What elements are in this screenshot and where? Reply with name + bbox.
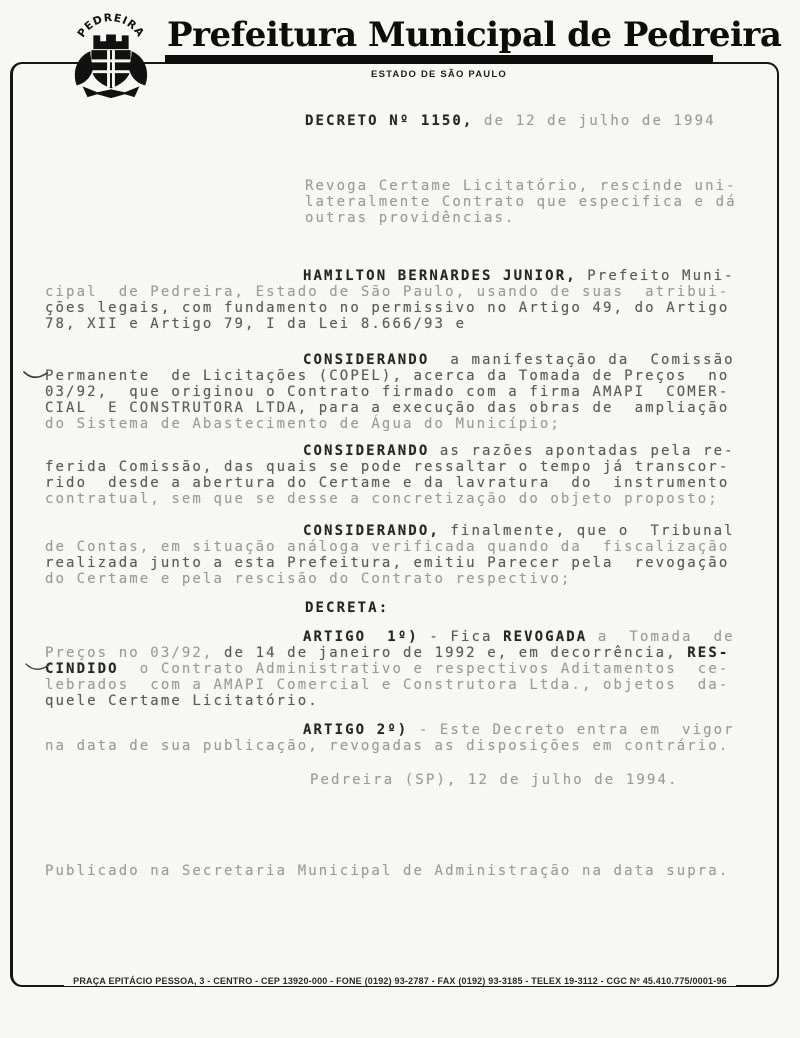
document-line bbox=[45, 459, 755, 475]
text-segment: REVOGADA bbox=[503, 629, 588, 645]
block-title bbox=[305, 113, 755, 129]
block-summary bbox=[305, 178, 755, 226]
document-line bbox=[45, 491, 755, 507]
document-line bbox=[305, 600, 755, 616]
text-segment: DECRETO Nº 1150, bbox=[305, 113, 474, 129]
document-line bbox=[305, 178, 755, 194]
crest-arched-text: PEDREIRA bbox=[74, 10, 148, 40]
text-segment: lebrados com a AMAPI Comercial e Construtora Ltda., objetos da- bbox=[45, 677, 730, 693]
document-line bbox=[305, 194, 755, 210]
text-segment: 03/92, que originou o Contrato firmado com a firma AMAPI COMER- bbox=[45, 384, 730, 400]
text-segment: ARTIGO 2º) bbox=[303, 722, 409, 738]
block-decreta bbox=[305, 600, 755, 616]
document-line bbox=[45, 268, 755, 284]
letterhead-subtitle: ESTADO DE SÃO PAULO bbox=[371, 69, 507, 80]
text-segment: de 14 de janeiro de 1992 e, em decorrência, bbox=[224, 645, 688, 661]
text-segment: Preços no 03/92, bbox=[45, 645, 224, 661]
text-segment: CONSIDERANDO, bbox=[303, 523, 440, 539]
footer-address: PRAÇA EPITÁCIO PESSOA, 3 - CENTRO - CEP 13920-000 - FONE (0192) 93-2787 - FAX (0192) 93-3185 - TELEX 19-3112 - CGC Nº 45.410.775/0001-96 bbox=[64, 976, 736, 986]
text-segment: HAMILTON BERNARDES JUNIOR, bbox=[303, 268, 577, 284]
text-segment: do Certame e pela rescisão do Contrato respectivo; bbox=[45, 571, 572, 587]
text-segment: cipal de Pedreira, Estado de São Paulo, usando de suas atribui- bbox=[45, 284, 730, 300]
document-line bbox=[45, 693, 755, 709]
document-line bbox=[45, 300, 755, 316]
text-segment: - Este Decreto entra em vigor bbox=[408, 722, 735, 738]
text-segment: do Sistema de Abastecimento de Água do Município; bbox=[45, 416, 561, 432]
document-line bbox=[45, 352, 755, 368]
document-line bbox=[45, 368, 755, 384]
block-artigo-1 bbox=[45, 629, 755, 709]
block-artigo-2 bbox=[45, 722, 755, 754]
text-segment: CONSIDERANDO bbox=[303, 443, 430, 459]
text-segment: de Contas, em situação análoga verificada quando da fiscalização bbox=[45, 539, 730, 555]
document-line bbox=[45, 645, 755, 661]
text-segment: realizada junto a esta Prefeitura, emitiu Parecer pela revogação bbox=[45, 555, 730, 571]
block-dateline bbox=[310, 772, 755, 788]
document-line bbox=[305, 113, 755, 129]
text-segment: - Fica bbox=[418, 629, 504, 645]
text-segment: DECRETA: bbox=[305, 600, 390, 616]
text-segment: quele Certame Licitatório. bbox=[45, 693, 319, 709]
document-line bbox=[45, 416, 755, 432]
text-segment: na data de sua publicação, revogadas as disposições em contrário. bbox=[45, 738, 730, 754]
document-body bbox=[45, 0, 782, 879]
text-segment: rido desde a abertura do Certame e da lavratura do instrumento bbox=[45, 475, 730, 491]
block-considerando-2 bbox=[45, 443, 755, 507]
text-segment: Revoga Certame Licitatório, rescinde uni- bbox=[305, 178, 737, 194]
document-line bbox=[45, 661, 755, 677]
text-segment: o Contrato Administrativo e respectivos Aditamentos ce- bbox=[118, 661, 730, 677]
document-line bbox=[45, 316, 755, 332]
document-line bbox=[45, 677, 755, 693]
text-segment: a Tomada de bbox=[587, 629, 735, 645]
document-line bbox=[45, 539, 755, 555]
document-line bbox=[45, 738, 755, 754]
text-segment: CIAL E CONSTRUTORA LTDA, para a execução das obras de ampliação bbox=[45, 400, 730, 416]
text-segment: Pedreira (SP), 12 de julho de 1994. bbox=[310, 772, 679, 788]
text-segment: ferida Comissão, das quais se pode ressaltar o tempo já transcor- bbox=[45, 459, 730, 475]
document-line bbox=[45, 722, 755, 738]
letterhead-title: Prefeitura Municipal de Pedreira bbox=[167, 15, 782, 55]
text-segment: Prefeito Muni- bbox=[576, 268, 735, 284]
document-line bbox=[45, 629, 755, 645]
text-segment: ARTIGO 1º) bbox=[303, 629, 419, 645]
block-considerando-1 bbox=[45, 352, 755, 432]
block-opening bbox=[45, 268, 755, 332]
document-line bbox=[45, 443, 755, 459]
text-segment: RES- bbox=[687, 645, 730, 661]
document-line bbox=[305, 210, 755, 226]
document-line bbox=[45, 571, 755, 587]
document-line bbox=[45, 284, 755, 300]
text-segment: as razões apontadas pela re- bbox=[429, 443, 735, 459]
text-segment: contratual, sem que se desse a concretização do objeto proposto; bbox=[45, 491, 719, 507]
block-considerando-3 bbox=[45, 523, 755, 587]
text-segment: Publicado na Secretaria Municipal de Administração na data supra. bbox=[45, 863, 730, 879]
pen-check-mark-icon bbox=[24, 660, 52, 676]
text-segment: ções legais, com fundamento no permissivo no Artigo 49, do Artigo bbox=[45, 300, 730, 316]
text-segment: Permanente de Licitações (COPEL), acerca da Tomada de Preços no bbox=[45, 368, 730, 384]
document-line bbox=[45, 384, 755, 400]
text-segment: CONSIDERANDO bbox=[303, 352, 430, 368]
document-line bbox=[45, 400, 755, 416]
document-line bbox=[45, 555, 755, 571]
text-segment: de 12 de julho de 1994 bbox=[473, 113, 716, 129]
text-segment: outras providências. bbox=[305, 210, 516, 226]
pen-check-mark-icon bbox=[22, 368, 50, 384]
document-line bbox=[45, 523, 755, 539]
text-segment: CINDIDO bbox=[45, 661, 119, 677]
document-line bbox=[45, 863, 755, 879]
block-publication bbox=[45, 863, 755, 879]
text-segment: a manifestação da Comissão bbox=[429, 352, 735, 368]
text-segment: 78, XII e Artigo 79, I da Lei 8.666/93 e bbox=[45, 316, 467, 332]
document-line bbox=[45, 475, 755, 491]
text-segment: finalmente, que o Tribunal bbox=[439, 523, 735, 539]
text-segment: lateralmente Contrato que especifica e dá bbox=[305, 194, 737, 210]
document-line bbox=[310, 772, 755, 788]
